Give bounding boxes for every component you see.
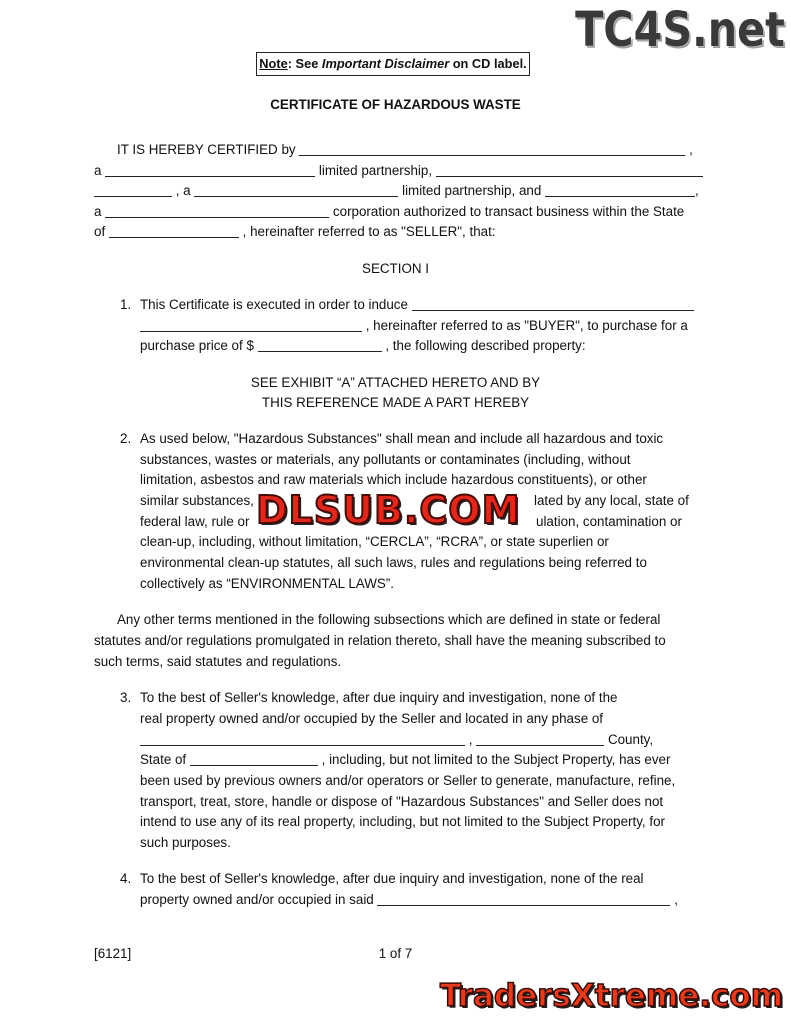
item-3-line-5: been used by previous owners and/or operators or Seller to generate, manufacture, refine, (140, 773, 676, 788)
item-2-line-3: limitation, asbestos and raw materials which include hazardous constituents), or other (140, 472, 647, 487)
item-2-line-2: substances, wastes or materials, any pollutants or contaminates (including, without (140, 452, 631, 467)
item-1-line-1: This Certificate is executed in order to induce (140, 296, 694, 313)
item-3-line-1: To the best of Seller's knowledge, after due inquiry and investigation, none of the (140, 690, 618, 705)
intro-line-4: a corporation authorized to transact business within the State (94, 204, 685, 219)
intro-line-3: , a limited partnership, and , (94, 182, 699, 199)
watermark-tradersxtreme: TradersXtreme.com (439, 978, 783, 1014)
item-2-line-8: collectively as “ENVIRONMENTAL LAWS”. (140, 576, 394, 591)
note-colon: : See (287, 56, 322, 71)
item-3-line-7: intend to use any of its real property, including, but not limited to the Subject Property, for (140, 814, 665, 829)
item-1-line-3: purchase price of $ , the following described property: (140, 338, 586, 353)
item-2-number: 2. (120, 431, 132, 446)
item-2-line-4-tail: lated by any local, state of (534, 493, 689, 508)
disclaimer-note (256, 52, 530, 76)
item-3-number: 3. (120, 690, 132, 705)
item-3-line-3: , County, (140, 731, 653, 748)
item-2-line-1: As used below, "Hazardous Substances" shall mean and include all hazardous and toxic (140, 431, 664, 446)
item-2-line-5-tail: ulation, contamination or (536, 514, 682, 529)
note-suffix: on CD label. (449, 56, 527, 71)
intro-line-2: a limited partnership, (94, 162, 703, 179)
item-3-line-4: State of , including, but not limited to the Subject Property, has ever (140, 752, 671, 767)
item-2-line-7: environmental clean-up statutes, all such laws, rules and regulations being referred to (140, 555, 647, 570)
item-4-line-2: property owned and/or occupied in said , (140, 892, 678, 907)
watermark-tc4s: TC4S.net (575, 2, 785, 58)
exhibit-line-2: THIS REFERENCE MADE A PART HEREBY (261, 395, 530, 410)
paragraph-line-3: such terms, said statutes and regulations. (94, 654, 342, 669)
exhibit-line-1: SEE EXHIBIT “A” ATTACHED HERETO AND BY (250, 375, 541, 390)
item-2-line-5: federal law, rule or (140, 514, 250, 529)
item-1-number: 1. (120, 297, 132, 312)
note-italic: Important Disclaimer (321, 56, 450, 71)
footer-code: [6121] (94, 946, 132, 961)
item-2-line-6: clean-up, including, without limitation, “CERCLA”, “RCRA”, or state superlien or (140, 534, 609, 549)
paragraph-line-2: statutes and/or regulations promulgated in relation thereto, shall have the meaning subscribed to (94, 633, 666, 648)
item-3-line-8: such purposes. (140, 835, 231, 850)
item-2-line-4: similar substances, (140, 493, 254, 508)
paragraph-line-1: Any other terms mentioned in the following subsections which are defined in state or federal (117, 612, 661, 627)
item-1-line-2: , hereinafter referred to as "BUYER", to purchase for a (140, 317, 688, 334)
document-title: CERTIFICATE OF HAZARDOUS WASTE (270, 97, 521, 112)
intro-line-1: IT IS HEREBY CERTIFIED by , (117, 142, 693, 157)
watermark-dlsub: DLSUB.COM (256, 488, 521, 532)
footer-page-number: 1 of 7 (378, 946, 413, 961)
item-4-number: 4. (120, 871, 132, 886)
intro-line-5: of , hereinafter referred to as "SELLER", that: (94, 224, 496, 239)
item-4-line-1: To the best of Seller's knowledge, after due inquiry and investigation, none of the real (140, 871, 644, 886)
item-3-line-2: real property owned and/or occupied by the Seller and located in any phase of (140, 711, 604, 726)
section-heading: SECTION I (362, 261, 429, 276)
item-3-line-6: transport, treat, store, handle or dispose of "Hazardous Substances" and Seller does not (140, 794, 664, 809)
note-label: Note (259, 56, 288, 71)
